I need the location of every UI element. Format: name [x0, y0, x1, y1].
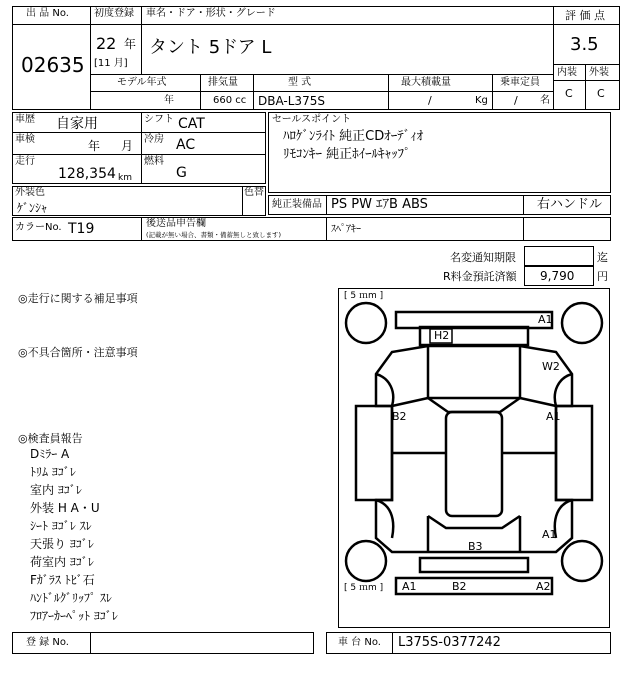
fuel: G — [176, 165, 187, 181]
displacement-label: 排気量 — [208, 77, 238, 88]
max-load-unit: Kg — [475, 95, 488, 106]
lot-no-label: 出 品 No. — [26, 8, 69, 19]
mark-a2-bottom: A2 — [536, 580, 551, 593]
recycle-fee-unit: 円 — [597, 270, 608, 283]
mark-a1-rear-right: A1 — [542, 528, 557, 541]
sales-point-1: ﾊﾛｹﾞﾝﾗｲﾄ 純正CDｵｰﾃﾞｨｵ — [283, 129, 424, 144]
later-items-label: 後送品申告欄 — [146, 218, 206, 229]
equipment-label: 純正装備品 — [272, 199, 322, 210]
color-no: T19 — [68, 221, 95, 237]
color-no-block — [12, 217, 611, 241]
exterior-grade: C — [597, 87, 605, 100]
left-side-icon — [356, 406, 392, 500]
later-items-note: (記載が無い場合、書類・備蓄無しと致します) — [146, 231, 282, 239]
repaint-label: 色替 — [244, 187, 264, 198]
interior-label: 内装 — [557, 67, 577, 78]
transfer-deadline-unit: 迄 — [597, 251, 608, 264]
tire-front-left-icon — [346, 303, 386, 343]
type-label: 型 式 — [288, 77, 312, 88]
mark-b2-bottom: B2 — [452, 580, 467, 593]
report-item: ﾄﾘﾑ ﾖｺﾞﾚ — [30, 465, 76, 479]
interior-grade: C — [565, 87, 573, 100]
inspector-report-label: ◎検査員報告 — [18, 432, 83, 445]
color-block — [12, 186, 266, 216]
model-year-unit: 年 — [164, 95, 174, 106]
capacity: / — [514, 94, 518, 107]
mark-b3: B3 — [468, 540, 483, 553]
color-no-label: カラーNo. — [15, 222, 62, 233]
spare-key: ｽﾍﾟｱｷｰ — [331, 224, 361, 235]
history-label: 車歴 — [15, 114, 35, 125]
right-side-icon — [556, 406, 592, 500]
registration-no-label: 登 録 No. — [26, 637, 69, 648]
max-load-label: 最大積載量 — [401, 77, 451, 88]
report-item: 天張り ﾖｺﾞﾚ — [30, 537, 94, 551]
mark-h2: H2 — [434, 329, 450, 342]
inspection-label: 車検 — [15, 134, 35, 145]
tire-rear-right-icon — [562, 541, 602, 581]
rear-window-icon — [420, 558, 528, 572]
model-year-label: モデル年式 — [117, 77, 167, 88]
registration-year: 22 — [96, 34, 117, 53]
report-item: ｼｰﾄ ﾖｺﾞﾚ ｽﾚ — [30, 519, 92, 533]
equipment: PS PW ｴｱB ABS — [331, 197, 428, 212]
rating-score: 3.5 — [570, 34, 599, 55]
recycle-fee: 9,790 — [540, 269, 575, 283]
mark-w2: W2 — [542, 360, 560, 373]
roof-icon — [446, 412, 502, 516]
ac: AC — [176, 137, 196, 153]
sales-point-2: ﾘﾓｺﾝｷｰ 純正ﾎｲｰﾙｷｬｯﾌﾟ — [283, 147, 411, 162]
report-item: Fｶﾞﾗｽ ﾄﾋﾞ石 — [30, 573, 95, 587]
model-type: DBA-L375S — [258, 94, 325, 108]
steering: 右ハンドル — [537, 197, 603, 212]
first-registration-label: 初度登録 — [94, 8, 134, 19]
mark-a1-front: A1 — [538, 313, 553, 326]
history: 自家用 — [56, 116, 98, 132]
tire-depth-bottom: [ 5 ｍm ] — [344, 583, 384, 593]
capacity-unit: 名 — [540, 95, 550, 106]
report-item: 外装 H A・U — [30, 501, 100, 515]
mark-a1-right: A1 — [546, 410, 561, 423]
report-item: Dﾐﾗｰ A — [30, 447, 70, 461]
mileage-label: 走行 — [15, 156, 35, 167]
chassis-no: L375S-0377242 — [398, 635, 501, 650]
displacement: 660 cc — [213, 95, 247, 106]
lot-no: 02635 — [21, 53, 85, 77]
mileage-unit: km — [118, 173, 132, 183]
history-block — [12, 112, 266, 184]
car-damage-diagram — [338, 288, 610, 628]
tire-depth-top: [ 5 ｍm ] — [344, 291, 384, 301]
tire-rear-left-icon — [346, 541, 386, 581]
recycle-fee-label: R料金預託済額 — [443, 270, 517, 283]
mark-a1-bottom: A1 — [402, 580, 417, 593]
mileage: 128,354 — [58, 166, 116, 182]
inspection-month-unit: 月 — [121, 139, 134, 153]
fuel-label: 燃料 — [144, 156, 164, 167]
car-name: タント 5ドア L — [149, 37, 272, 58]
mark-b2-left: B2 — [392, 410, 407, 423]
registration-month: [11 月] — [94, 58, 128, 69]
car-name-label: 車名・ドア・形状・グレード — [146, 8, 276, 19]
transfer-deadline-box — [524, 246, 594, 266]
body-outline-icon — [376, 346, 572, 552]
exterior-label: 外装 — [589, 67, 609, 78]
chassis-no-label: 車 台 No. — [338, 637, 381, 648]
defects-label: ◎不具合箇所・注意事項 — [18, 346, 138, 359]
sales-point-label: セールスポイント — [272, 114, 352, 125]
report-item: 荷室内 ﾖｺﾞﾚ — [30, 555, 94, 569]
exterior-color: ｹﾞﾝｼｬ — [17, 201, 48, 215]
rear-bumper-icon — [396, 578, 552, 594]
report-item: ﾊﾝﾄﾞﾙｸﾞﾘｯﾌﾟ ｽﾚ — [30, 591, 112, 605]
report-item: ﾌﾛｱｰｶｰﾍﾟｯﾄ ﾖｺﾞﾚ — [30, 609, 118, 623]
exterior-color-label: 外装色 — [15, 187, 45, 198]
shift-label: シフト — [144, 114, 174, 125]
registration-year-unit: 年 — [124, 37, 137, 51]
supplement-label: ◎走行に関する補足事項 — [18, 292, 138, 305]
front-bumper-icon — [396, 312, 552, 328]
shift: CAT — [178, 116, 205, 132]
tire-front-right-icon — [562, 303, 602, 343]
max-load: / — [428, 94, 432, 107]
rating-label: 評 価 点 — [565, 9, 605, 22]
ac-label: 冷房 — [144, 134, 164, 145]
report-item: 室内 ﾖｺﾞﾚ — [30, 483, 82, 497]
inspection-year-unit: 年 — [88, 139, 101, 153]
capacity-label: 乗車定員 — [500, 77, 540, 88]
transfer-deadline-label: 名変通知期限 — [450, 251, 516, 264]
